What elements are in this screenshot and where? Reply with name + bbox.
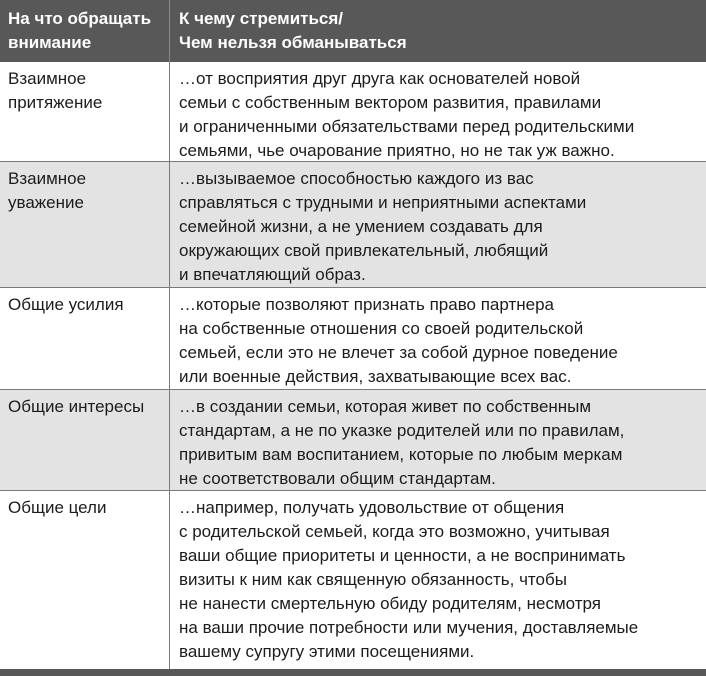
header-text-line: Чем нельзя обманываться [179,33,407,52]
text-line: окружающих свой привлекательный, любящий [179,241,549,260]
text-line: и впечатляющий образ. [179,265,366,284]
text-line: привитым вам воспитанием, которые по любым меркам [179,445,623,464]
table-row [0,162,706,288]
text-line: на ваши прочие потребности или мучения, доставляемые [179,618,639,637]
text-line: …вызываемое способностью каждого из вас [179,169,534,188]
text-line: с родительской семьей, когда это возможно, учитывая [179,522,610,541]
row-label [0,162,170,287]
label-line: Взаимное [8,69,87,88]
row-description [170,288,706,389]
header-text-line: К чему стремиться/ [179,9,344,28]
header-text-line: внимание [8,33,92,52]
text-line: семьями, чье очарование приятно, но не так уж важно. [179,141,615,160]
row-label [0,491,170,669]
header-col-focus [0,0,170,62]
row-description [170,62,706,161]
text-line: стандартам, а не по указке родителей или по правилам, [179,421,625,440]
row-label [0,288,170,389]
header-col-aim [170,0,706,62]
text-line: не соответствовали общим стандартам. [179,469,496,488]
table-bottom-rule [0,669,706,676]
text-line: семьи с собственным вектором развития, правилами [179,93,602,112]
table-row [0,390,706,491]
table-row [0,491,706,669]
label-line: Общие интересы [8,397,145,416]
text-line: справляться с трудными и неприятными аспектами [179,193,587,212]
table-header [0,0,706,62]
table-row [0,62,706,162]
label-line: Общие усилия [8,295,124,314]
text-line: не нанести смертельную обиду родителям, несмотря [179,594,601,613]
text-line: ваши общие приоритеты и ценности, а не воспринимать [179,546,626,565]
row-description [170,390,706,490]
text-line: …которые позволяют признать право партнера [179,295,555,314]
row-label [0,62,170,161]
text-line: вашему супругу этими посещениями. [179,642,475,661]
label-line: притяжение [8,93,103,112]
text-line: …от восприятия друг друга как основателей новой [179,69,581,88]
header-text-line: На что обращать [8,9,152,28]
label-line: уважение [8,193,84,212]
text-line: семьей, если это не влечет за собой дурное поведение [179,343,618,362]
row-label [0,390,170,490]
text-line: визиты к ним как священную обязанность, чтобы [179,570,567,589]
text-line: семейной жизни, а не умением создавать для [179,217,543,236]
label-line: Общие цели [8,498,107,517]
row-description [170,491,706,669]
label-line: Взаимное [8,169,87,188]
text-line: на собственные отношения со своей родительской [179,319,584,338]
text-line: …в создании семьи, которая живет по собственным [179,397,592,416]
table-row [0,288,706,390]
text-line: и ограниченными обязательствами перед родительскими [179,117,635,136]
text-line: …например, получать удовольствие от общения [179,498,565,517]
row-description [170,162,706,287]
text-line: или военные действия, захватывающие всех вас. [179,367,572,386]
